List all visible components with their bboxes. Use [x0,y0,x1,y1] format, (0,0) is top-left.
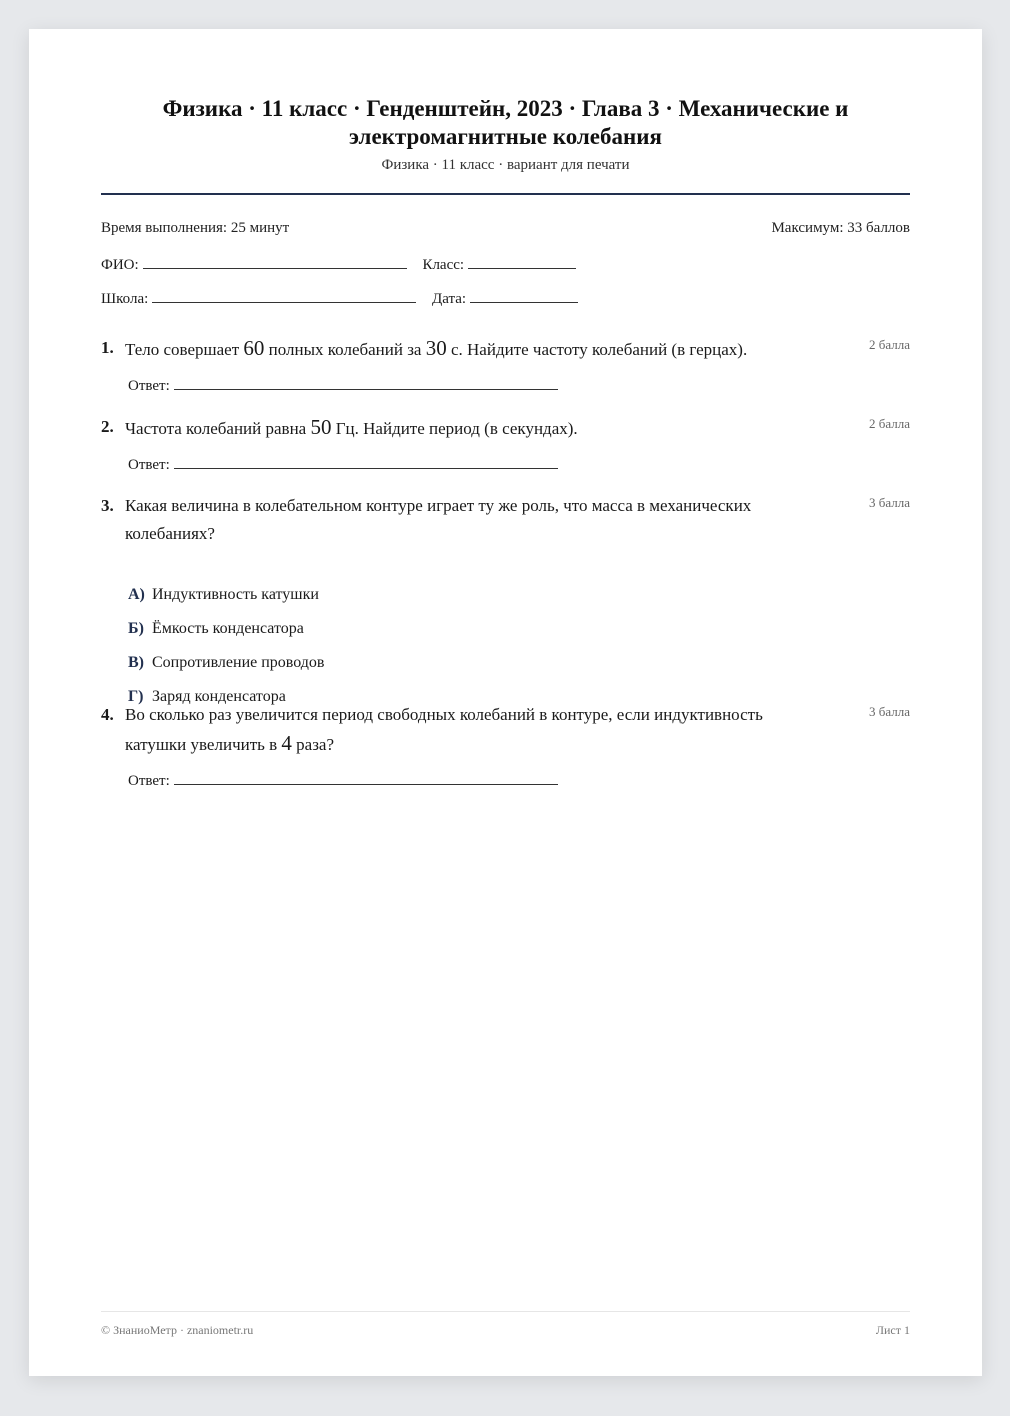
question-text: Частота колебаний равна 50 Гц. Найдите период (в секундах). [125,415,578,439]
question-points: 3 балла [869,704,910,719]
time-limit: Время выполнения: 25 минут [101,220,290,236]
answer-row [128,453,558,474]
answer-label: Ответ: [128,457,170,473]
option-b[interactable]: Б) Ёмкость конденсатора [128,620,304,637]
question-points: 3 балла [869,495,910,510]
footer-page-number: Лист 1 [875,1323,910,1337]
option-d[interactable]: Г) Заряд конденсатора [128,688,286,705]
answer-row [128,374,558,395]
answer-field[interactable] [174,374,558,390]
meta-row [101,220,910,237]
question-text: Какая величина в колебательном контуре играет ту же роль, что масса в механических колебаниях? [125,496,752,543]
answer-field[interactable] [174,453,558,469]
class-label: Класс: [422,257,465,273]
question-text: Во сколько раз увеличится период свободных колебаний в контуре, если индуктивность катушки увеличить в 4 раза? [125,705,763,755]
student-fields-row-1 [101,253,576,274]
question-points: 2 балла [869,337,910,352]
page-subtitle: Физика · 11 класс · вариант для печати [381,157,630,173]
option-c[interactable]: В) Сопротивление проводов [128,654,325,671]
answer-label: Ответ: [128,378,170,394]
question-number: 2. [101,417,114,436]
class-field[interactable] [468,253,576,269]
page-title: Физика · 11 класс · Генденштейн, 2023 · Глава 3 · Механические и электромагнитные колебания [162,96,849,149]
question-points: 2 балла [869,416,910,431]
header-divider [101,193,910,195]
question-number: 4. [101,705,114,724]
date-label: Дата: [432,291,467,307]
answer-field[interactable] [174,769,558,785]
max-score: Максимум: 33 баллов [771,220,910,236]
footer-copyright: © ЗнаниоМетр · znaniometr.ru [101,1323,254,1337]
fio-label: ФИО: [101,257,139,273]
question-number: 1. [101,338,114,357]
footer-divider [101,1311,910,1312]
date-field[interactable] [470,287,578,303]
school-label: Школа: [101,291,149,307]
worksheet-page [29,29,982,1376]
school-field[interactable] [152,287,416,303]
answer-label: Ответ: [128,773,170,789]
fio-field[interactable] [143,253,407,269]
question-text: Тело совершает 60 полных колебаний за 30 с. Найдите частоту колебаний (в герцах). [125,336,748,360]
question-number: 3. [101,496,114,515]
answer-row [128,769,558,790]
student-fields-row-2 [101,287,578,308]
option-a[interactable]: А) Индуктивность катушки [128,586,319,603]
